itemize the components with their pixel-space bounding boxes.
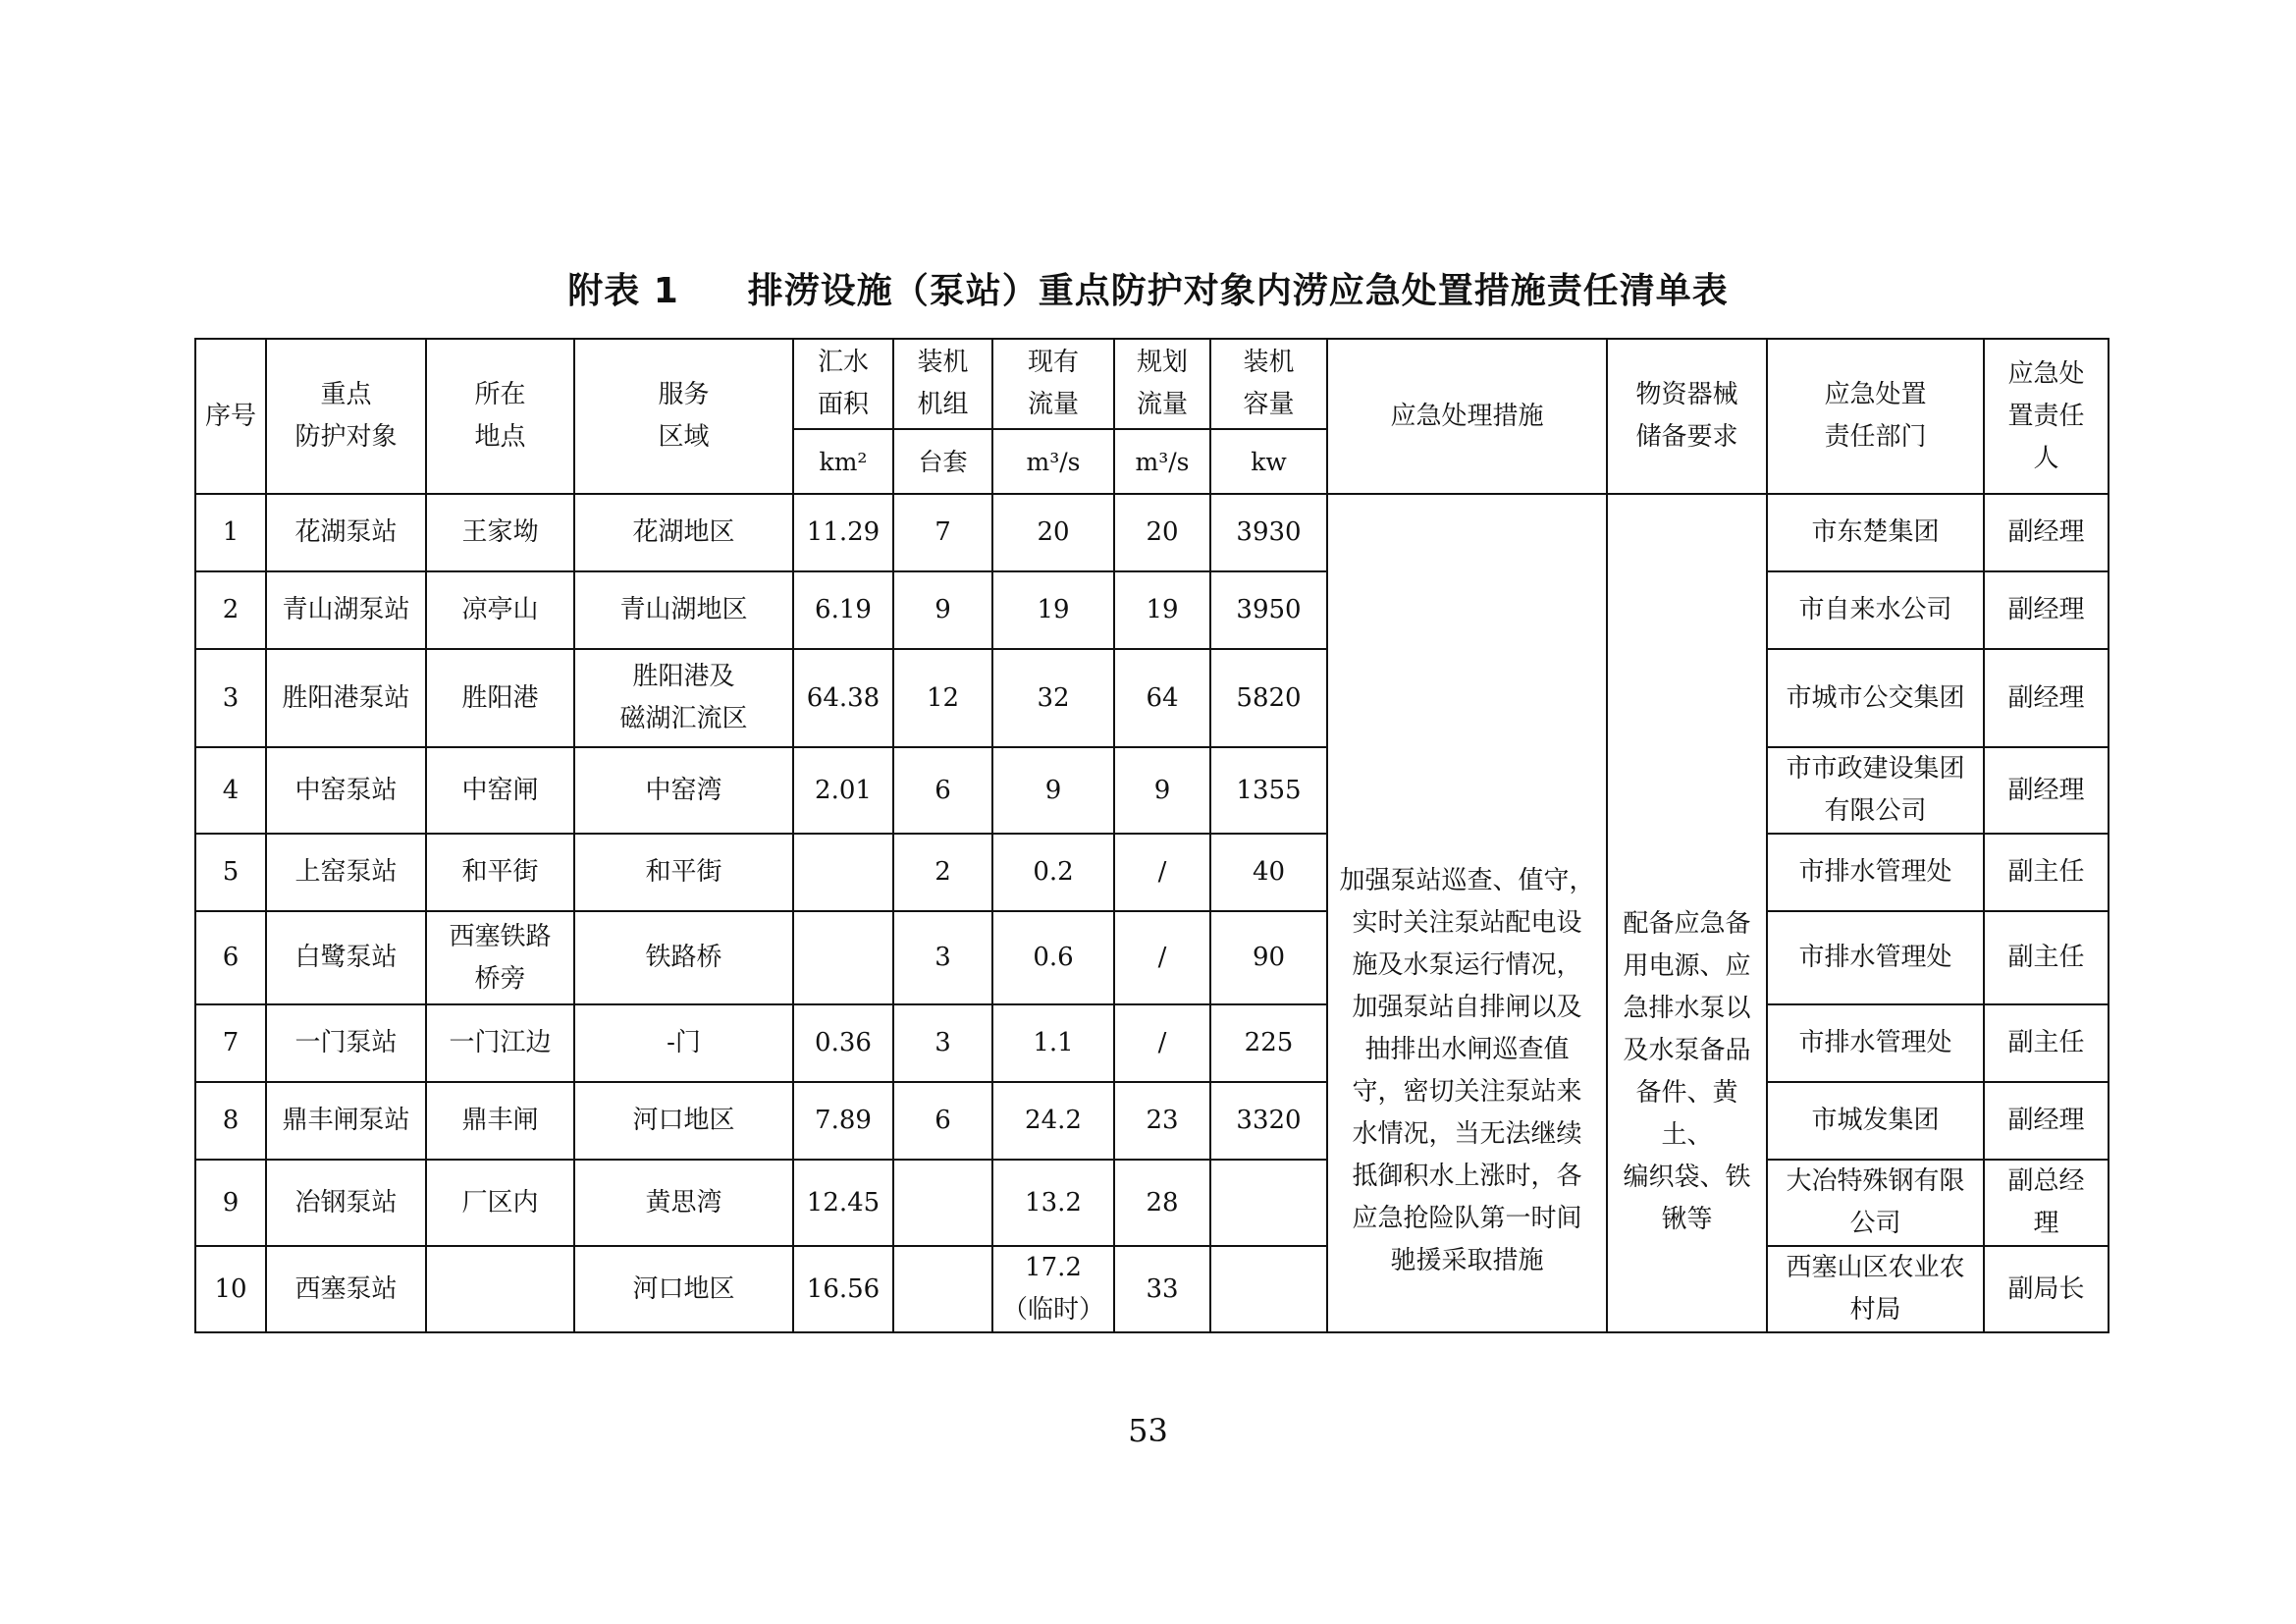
cell-current-flow: 32: [992, 649, 1114, 747]
cell-units: [893, 1160, 992, 1246]
cell-dept: 市排水管理处: [1767, 1004, 1984, 1082]
cell-target: 白鹭泵站: [266, 911, 426, 1004]
header-dept: 应急处置 责任部门: [1767, 339, 1984, 494]
cell-target: 上窑泵站: [266, 834, 426, 911]
cell-person: 副主任: [1984, 911, 2109, 1004]
cell-seq: 2: [195, 571, 266, 649]
cell-units: 7: [893, 494, 992, 571]
cell-location: 王家坳: [426, 494, 574, 571]
cell-location: 中窑闸: [426, 747, 574, 834]
cell-catchment: 64.38: [793, 649, 893, 747]
cell-current-flow: 20: [992, 494, 1114, 571]
responsibility-table: [194, 338, 2109, 1333]
cell-catchment: 6.19: [793, 571, 893, 649]
title-text: 排涝设施（泵站）重点防护对象内涝应急处置措施责任清单表: [747, 271, 1729, 311]
cell-planned-flow: 19: [1114, 571, 1210, 649]
cell-location: 西塞铁路 桥旁: [426, 911, 574, 1004]
cell-service: 铁路桥: [574, 911, 793, 1004]
cell-person: 副主任: [1984, 834, 2109, 911]
cell-catchment: 2.01: [793, 747, 893, 834]
cell-dept: 市城市公交集团: [1767, 649, 1984, 747]
cell-current-flow: 9: [992, 747, 1114, 834]
cell-person: 副局长: [1984, 1246, 2109, 1332]
cell-seq: 4: [195, 747, 266, 834]
cell-service: 河口地区: [574, 1082, 793, 1160]
cell-seq: 9: [195, 1160, 266, 1246]
cell-seq: 7: [195, 1004, 266, 1082]
header-measures: 应急处理措施: [1327, 339, 1607, 494]
cell-location: 鼎丰闸: [426, 1082, 574, 1160]
table-row: [195, 649, 2109, 747]
cell-capacity: 3320: [1210, 1082, 1327, 1160]
header-target: 重点 防护对象: [266, 339, 426, 494]
cell-location: [426, 1246, 574, 1332]
page-number: 53: [1128, 1412, 1168, 1449]
cell-seq: 5: [195, 834, 266, 911]
unit-planned-flow: m³/s: [1114, 429, 1210, 494]
cell-location: 厂区内: [426, 1160, 574, 1246]
cell-current-flow: 24.2: [992, 1082, 1114, 1160]
cell-capacity: 3930: [1210, 494, 1327, 571]
table-row: [195, 747, 2109, 834]
cell-target: 鼎丰闸泵站: [266, 1082, 426, 1160]
header-units: 装机 机组: [893, 339, 992, 429]
cell-service: 青山湖地区: [574, 571, 793, 649]
header-location: 所在 地点: [426, 339, 574, 494]
cell-catchment: 11.29: [793, 494, 893, 571]
cell-service: -门: [574, 1004, 793, 1082]
cell-dept: 市排水管理处: [1767, 911, 1984, 1004]
cell-seq: 3: [195, 649, 266, 747]
header-seq: 序号: [195, 339, 266, 494]
cell-target: 中窑泵站: [266, 747, 426, 834]
cell-service: 河口地区: [574, 1246, 793, 1332]
cell-target: 花湖泵站: [266, 494, 426, 571]
unit-units: 台套: [893, 429, 992, 494]
cell-location: 凉亭山: [426, 571, 574, 649]
cell-service: 花湖地区: [574, 494, 793, 571]
cell-planned-flow: 33: [1114, 1246, 1210, 1332]
cell-capacity: 90: [1210, 911, 1327, 1004]
cell-catchment: 0.36: [793, 1004, 893, 1082]
cell-current-flow: 1.1: [992, 1004, 1114, 1082]
table-row: [195, 571, 2109, 649]
cell-planned-flow: /: [1114, 834, 1210, 911]
table-row: [195, 834, 2109, 911]
cell-person: 副经理: [1984, 747, 2109, 834]
cell-seq: 10: [195, 1246, 266, 1332]
cell-dept: 大冶特殊钢有限 公司: [1767, 1160, 1984, 1246]
cell-target: 一门泵站: [266, 1004, 426, 1082]
cell-person: 副经理: [1984, 1082, 2109, 1160]
cell-dept: 市排水管理处: [1767, 834, 1984, 911]
title-label: 附表 1: [567, 271, 679, 311]
cell-capacity: 225: [1210, 1004, 1327, 1082]
cell-target: 冶钢泵站: [266, 1160, 426, 1246]
cell-units: 12: [893, 649, 992, 747]
table-row: [195, 494, 2109, 571]
table-row: [195, 1160, 2109, 1246]
cell-dept: 西塞山区农业农 村局: [1767, 1246, 1984, 1332]
page-title: [0, 263, 2296, 313]
header-supplies: 物资器械 储备要求: [1607, 339, 1767, 494]
cell-units: [893, 1246, 992, 1332]
cell-person: 副主任: [1984, 1004, 2109, 1082]
cell-planned-flow: 64: [1114, 649, 1210, 747]
cell-measures: 加强泵站巡查、值守， 实时关注泵站配电设 施及水泵运行情况， 加强泵站自排闸以及 抽排出水闸巡查值 守，密切关注泵站来 水情况，当无法继续 抵御积水上涨时，各 应急抢险队第一时间 驰援采取措施: [1327, 494, 1607, 1332]
cell-seq: 6: [195, 911, 266, 1004]
unit-current-flow: m³/s: [992, 429, 1114, 494]
cell-capacity: [1210, 1246, 1327, 1332]
cell-current-flow: 0.2: [992, 834, 1114, 911]
cell-person: 副经理: [1984, 494, 2109, 571]
cell-capacity: [1210, 1160, 1327, 1246]
cell-planned-flow: 23: [1114, 1082, 1210, 1160]
cell-catchment: [793, 911, 893, 1004]
cell-planned-flow: 20: [1114, 494, 1210, 571]
cell-planned-flow: /: [1114, 1004, 1210, 1082]
cell-dept: 市市政建设集团 有限公司: [1767, 747, 1984, 834]
table-row: [195, 911, 2109, 1004]
cell-person: 副经理: [1984, 649, 2109, 747]
table-row: [195, 1004, 2109, 1082]
cell-catchment: 12.45: [793, 1160, 893, 1246]
cell-location: 和平街: [426, 834, 574, 911]
cell-catchment: [793, 834, 893, 911]
cell-dept: 市城发集团: [1767, 1082, 1984, 1160]
cell-current-flow: 17.2 （临时）: [992, 1246, 1114, 1332]
cell-catchment: 7.89: [793, 1082, 893, 1160]
cell-location: 胜阳港: [426, 649, 574, 747]
cell-dept: 市自来水公司: [1767, 571, 1984, 649]
unit-capacity: kw: [1210, 429, 1327, 494]
cell-supplies: 配备应急备 用电源、应 急排水泵以 及水泵备品 备件、黄土、 编织袋、铁 锹等: [1607, 494, 1767, 1332]
cell-target: 青山湖泵站: [266, 571, 426, 649]
cell-service: 中窑湾: [574, 747, 793, 834]
header-person: 应急处 置责任 人: [1984, 339, 2109, 494]
cell-capacity: 3950: [1210, 571, 1327, 649]
cell-seq: 8: [195, 1082, 266, 1160]
cell-units: 9: [893, 571, 992, 649]
cell-capacity: 1355: [1210, 747, 1327, 834]
header-catchment: 汇水 面积: [793, 339, 893, 429]
cell-planned-flow: /: [1114, 911, 1210, 1004]
cell-location: 一门江边: [426, 1004, 574, 1082]
cell-catchment: 16.56: [793, 1246, 893, 1332]
cell-service: 黄思湾: [574, 1160, 793, 1246]
header-planned-flow: 规划 流量: [1114, 339, 1210, 429]
cell-capacity: 5820: [1210, 649, 1327, 747]
unit-catchment: km²: [793, 429, 893, 494]
cell-units: 3: [893, 911, 992, 1004]
cell-capacity: 40: [1210, 834, 1327, 911]
cell-current-flow: 13.2: [992, 1160, 1114, 1246]
header-current-flow: 现有 流量: [992, 339, 1114, 429]
cell-units: 2: [893, 834, 992, 911]
header-capacity: 装机 容量: [1210, 339, 1327, 429]
table-row: [195, 1246, 2109, 1332]
cell-target: 胜阳港泵站: [266, 649, 426, 747]
cell-units: 6: [893, 1082, 992, 1160]
cell-service: 和平街: [574, 834, 793, 911]
cell-planned-flow: 9: [1114, 747, 1210, 834]
cell-dept: 市东楚集团: [1767, 494, 1984, 571]
cell-service: 胜阳港及 磁湖汇流区: [574, 649, 793, 747]
table-row: [195, 1082, 2109, 1160]
cell-current-flow: 19: [992, 571, 1114, 649]
cell-target: 西塞泵站: [266, 1246, 426, 1332]
cell-current-flow: 0.6: [992, 911, 1114, 1004]
cell-planned-flow: 28: [1114, 1160, 1210, 1246]
cell-units: 3: [893, 1004, 992, 1082]
cell-person: 副经理: [1984, 571, 2109, 649]
header-service: 服务 区域: [574, 339, 793, 494]
cell-seq: 1: [195, 494, 266, 571]
cell-units: 6: [893, 747, 992, 834]
cell-person: 副总经 理: [1984, 1160, 2109, 1246]
